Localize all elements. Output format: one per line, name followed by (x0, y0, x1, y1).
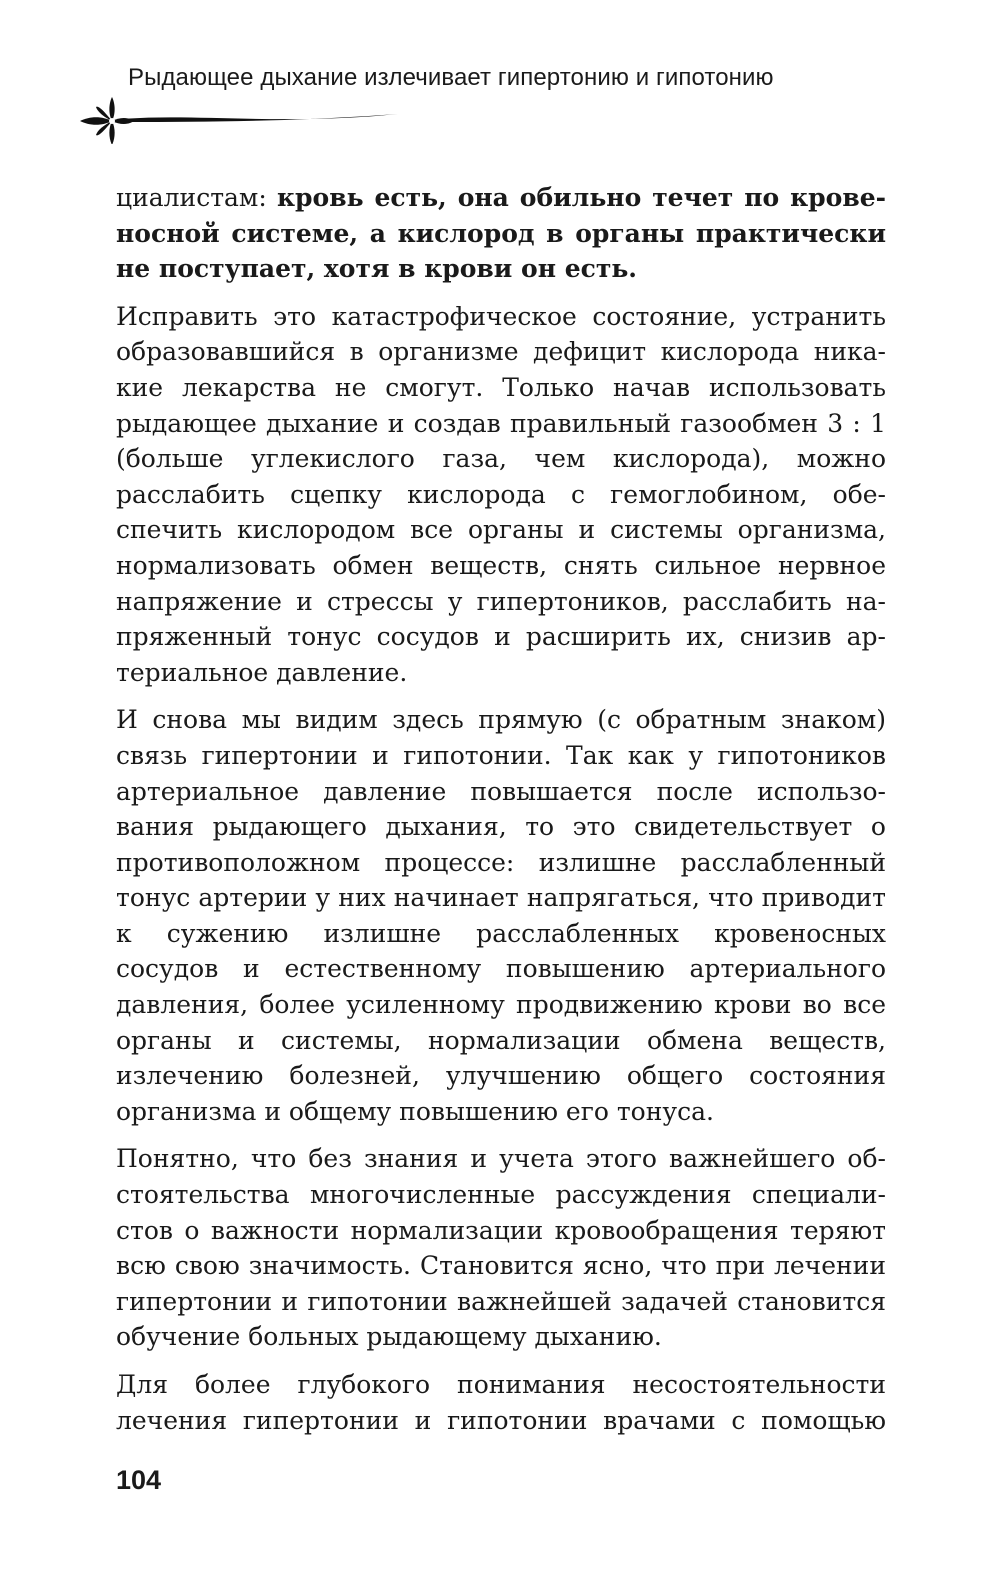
paragraph-5: Для более глубокого понимания несостоятельности лечения гипертонии и гипотонии врачами с помощью (116, 1370, 886, 1435)
paragraph-1 (116, 180, 886, 287)
page-number: 104 (116, 1465, 162, 1495)
paragraph-1-lead: циалистам: (116, 183, 277, 212)
paragraph-2: Исправить это катастрофическое состояние, устранить образовавшийся в организме дефицит кислорода никакие лекарства не смогут. Только начав использовать рыдающее дыхание и создав правильный газообмен 3 : 1 (больше углекислого газа, чем кислорода), можно расслабить сцепку кислорода с гемоглобином, обеспечить кислородом все органы и системы организма, нормализовать обмен веществ, снять сильное нервное напряжение и стрессы у гипертоников, расслабить напряженный тонус сосудов и расширить их, снизив артериальное давление. (116, 301, 886, 687)
paragraph-3: И снова мы видим здесь прямую (с обратным знаком) связь гипертонии и гипотонии. Так как у гипотоников артериальное давление повышается после использования рыдающего дыхания, то это свидетельствует о противоположном процессе: излишне расслабленный тонус артерии у них начинает напрягаться, что приводит к сужению излишне расслабленных кровеносных сосудов и естественному повышению артериального давления, более усиленному продвижению крови во все органы и системы, нормализации обмена веществ, излечению болезней, улучшению общего состояния организма и общему повышению его тонуса. (116, 705, 886, 1126)
fleuron-ornament-icon (76, 92, 406, 144)
paragraph-1-bold: кровь есть, она обильно течет по кровеносной системе, а кислород в органы практически не поступает, хотя в крови он есть. (116, 183, 886, 284)
body-text (116, 180, 886, 1450)
running-head: Рыдающее дыхание излечивает гипертонию и гипотонию (128, 64, 774, 91)
paragraph-4: Понятно, что без знания и учета этого важнейшего обстоятельства многочисленные рассуждения специалистов о важности нормализации кровообращения теряют всю свою значимость. Становится ясно, что при лечении гипертонии и гипотонии важнейшей задачей становится обучение больных рыдающему дыханию. (116, 1144, 886, 1352)
